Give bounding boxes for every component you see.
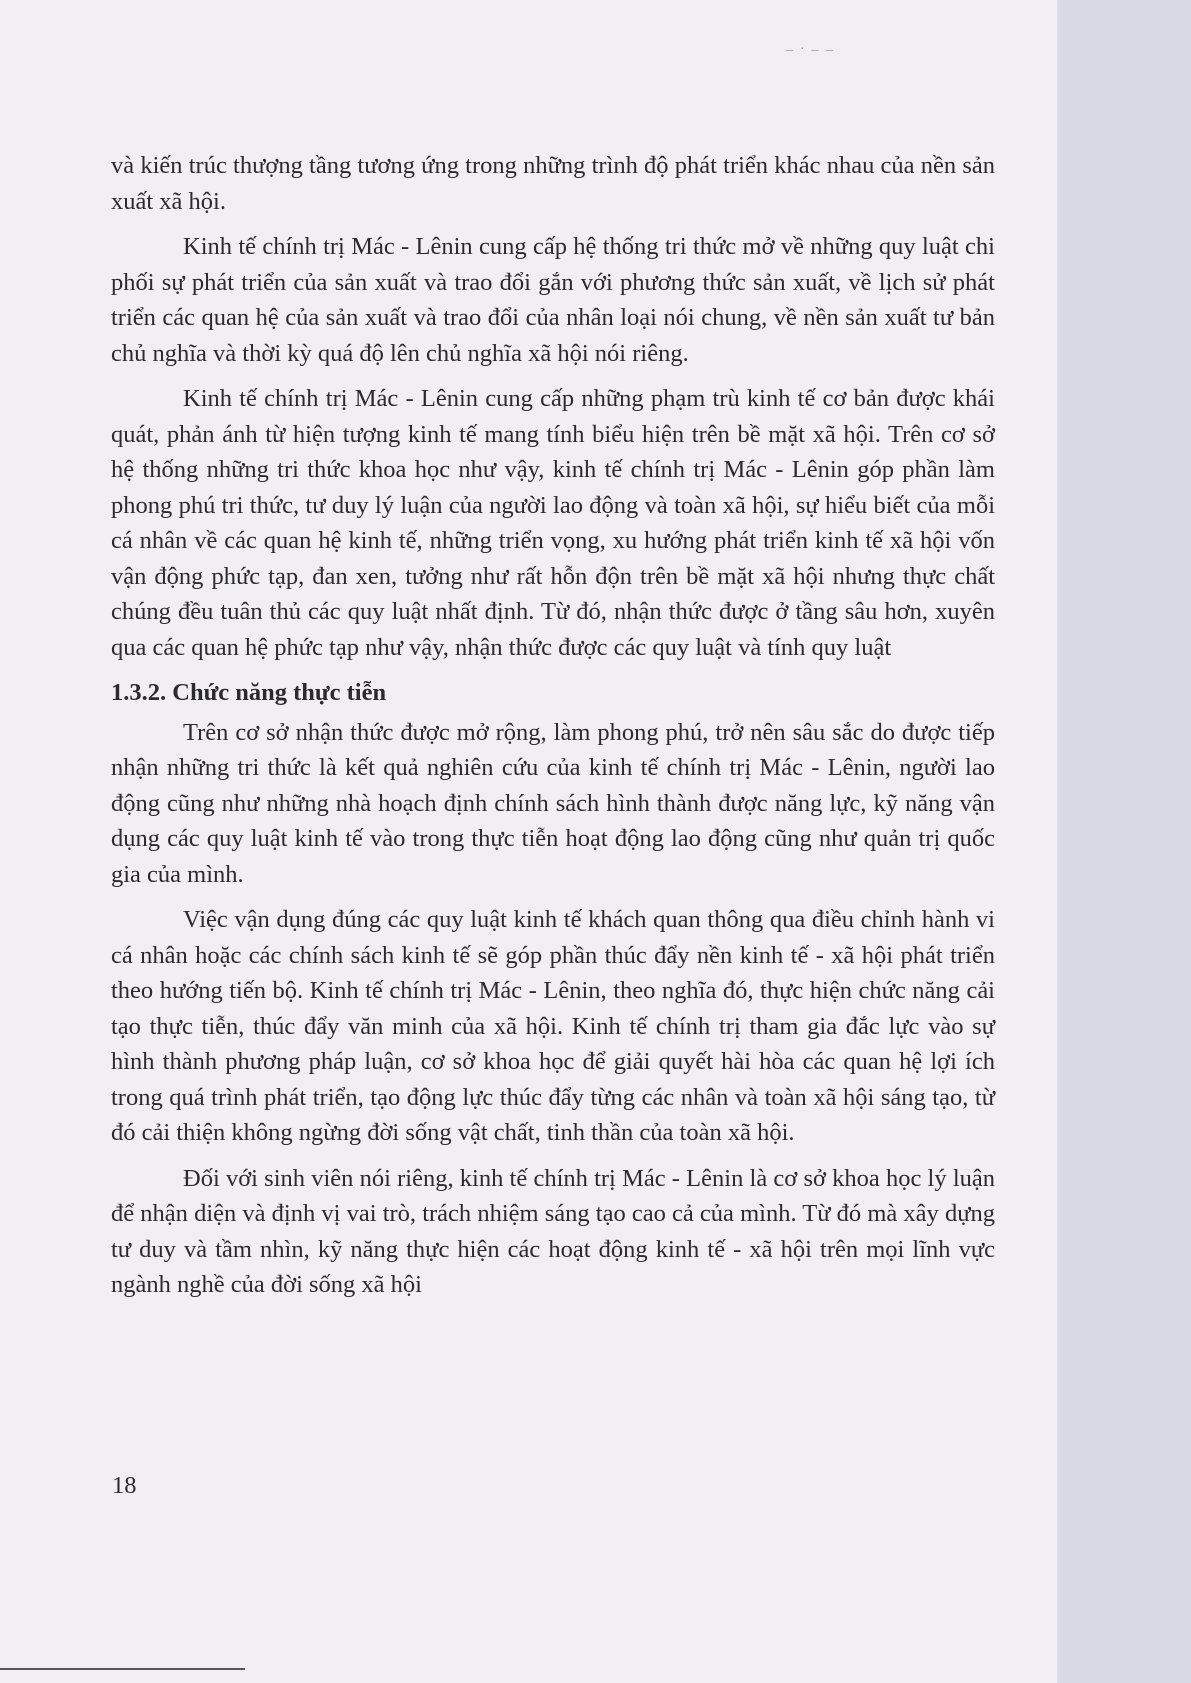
section-heading: 1.3.2. Chức năng thực tiễn xyxy=(111,679,387,706)
paragraph: Việc vận dụng đúng các quy luật kinh tế khách quan thông qua điều chỉnh hành vi cá nhân hoặc các chính sách kinh tế sẽ góp phần thúc đẩy nền kinh tế - xã hội phát triển theo hướng tiến bộ. Kinh tế chính trị Mác - Lênin, theo nghĩa đó, thực hiện chức năng cải tạo thực tiễn, thúc đẩy văn minh của xã hội. Kinh tế chính trị tham gia đắc lực vào sự hình thành phương pháp luận, cơ sở khoa học để giải quyết hài hòa các quan hệ lợi ích trong quá trình phát triển, tạo động lực thúc đẩy từng các nhân và toàn xã hội sáng tạo, từ đó cải thiện không ngừng đời sống vật chất, tinh thần của toàn xã hội. xyxy=(111,906,995,1146)
scan-mark: _ . _ _ xyxy=(786,38,835,53)
paragraph: Kinh tế chính trị Mác - Lênin cung cấp những phạm trù kinh tế cơ bản được khái quát, phản ánh từ hiện tượng kinh tế mang tính biểu hiện trên bề mặt xã hội. Trên cơ sở hệ thống những tri thức khoa học như vậy, kinh tế chính trị Mác - Lênin góp phần làm phong phú tri thức, tư duy lý luận của người lao động và toàn xã hội, sự hiểu biết của mỗi cá nhân về các quan hệ kinh tế, những triển vọng, xu hướng phát triển kinh tế xã hội vốn vận động phức tạp, đan xen, tưởng như rất hỗn độn trên bề mặt xã hội nhưng thực chất chúng đều tuân thủ các quy luật nhất định. Từ đó, nhận thức được ở tầng sâu hơn, xuyên qua các quan hệ phức tạp như vậy, nhận thức được các quy luật và tính quy luật xyxy=(111,385,995,661)
paragraph-continuation: và kiến trúc thượng tầng tương ứng trong những trình độ phát triển khác nhau của nền sản xuất xã hội. xyxy=(111,152,995,215)
page-number: 18 xyxy=(112,1472,137,1499)
paragraph: Trên cơ sở nhận thức được mở rộng, làm phong phú, trở nên sâu sắc do được tiếp nhận những tri thức là kết quả nghiên cứu của kinh tế chính trị Mác - Lênin, người lao động cũng như những nhà hoạch định chính sách hình thành được năng lực, kỹ năng vận dụng các quy luật kinh tế vào trong thực tiễn hoạt động lao động cũng như quản trị quốc gia của mình. xyxy=(111,718,995,888)
scan-edge-rule xyxy=(0,1668,245,1670)
paragraph: Kinh tế chính trị Mác - Lênin cung cấp hệ thống tri thức mở về những quy luật chi phối sự phát triển của sản xuất và trao đổi gắn với phương thức sản xuất, về lịch sử phát triển các quan hệ của sản xuất và trao đổi của nhân loại nói chung, về nền sản xuất tư bản chủ nghĩa và thời kỳ quá độ lên chủ nghĩa xã hội nói riêng. xyxy=(111,233,995,367)
page-body xyxy=(111,148,995,1313)
paragraph: Đối với sinh viên nói riêng, kinh tế chính trị Mác - Lênin là cơ sở khoa học lý luận để nhận diện và định vị vai trò, trách nhiệm sáng tạo cao cả của mình. Từ đó mà xây dựng tư duy và tầm nhìn, kỹ năng thực hiện các hoạt động kinh tế - xã hội trên mọi lĩnh vực ngành nghề của đời sống xã hội xyxy=(111,1164,995,1298)
